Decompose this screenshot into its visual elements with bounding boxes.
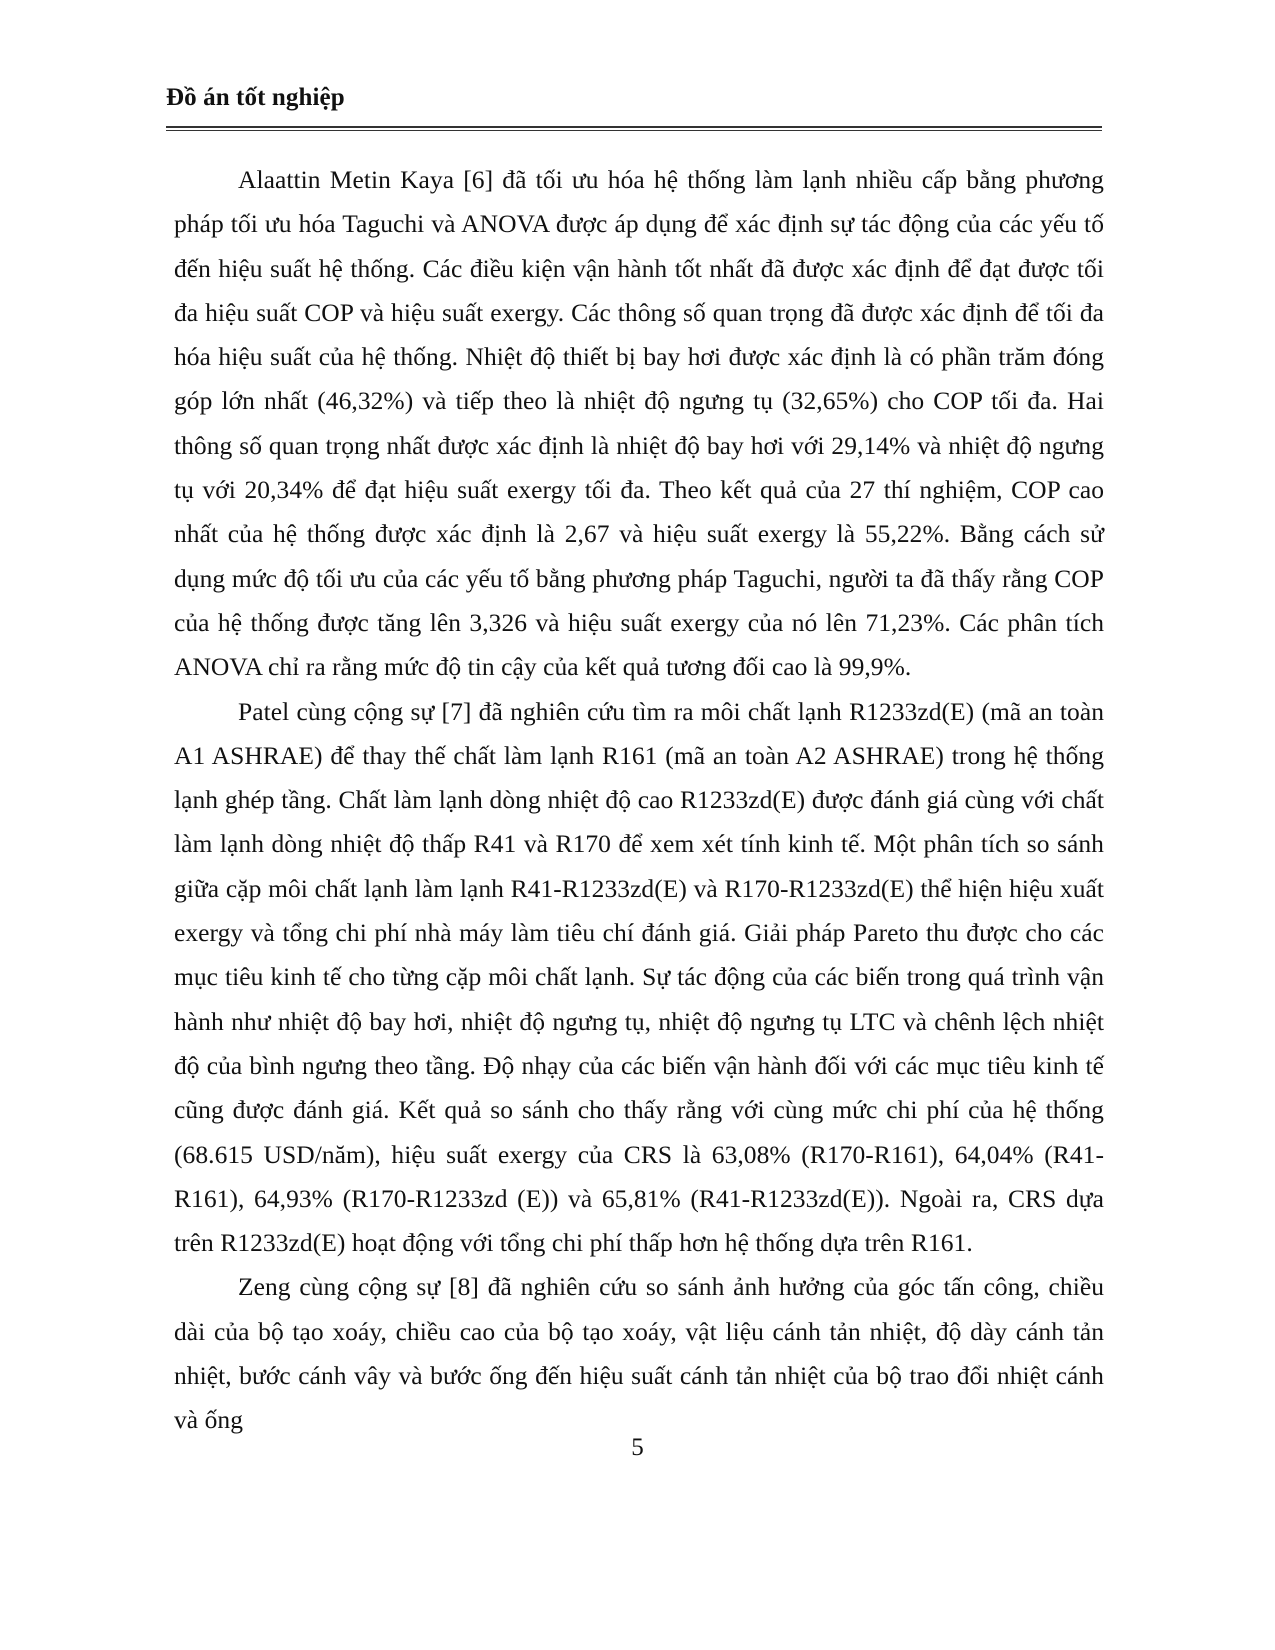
page-number: 5 (631, 1434, 644, 1461)
header-divider (166, 126, 1102, 131)
paragraph-zeng: Zeng cùng cộng sự [8] đã nghiên cứu so sánh ảnh hưởng của góc tấn công, chiều dài của bộ tạo xoáy, chiều cao của bộ tạo xoáy, vật liệu cánh tản nhiệt, độ dày cánh tản nhiệt, bước cánh vây và bước ống đến hiệu suất cánh tản nhiệt của bộ trao đổi nhiệt cánh và ống (174, 1272, 1104, 1435)
page-header-title: Đồ án tốt nghiệp (166, 84, 345, 111)
document-body (174, 158, 1104, 1443)
paragraph-kaya: Alaattin Metin Kaya [6] đã tối ưu hóa hệ thống làm lạnh nhiều cấp bằng phương pháp tối ưu hóa Taguchi và ANOVA được áp dụng để xác định sự tác động của các yếu tố đến hiệu suất hệ thống. Các điều kiện vận hành tốt nhất đã được xác định để đạt được tối đa hiệu suất COP và hiệu suất exergy. Các thông số quan trọng đã được xác định để tối đa hóa hiệu suất của hệ thống. Nhiệt độ thiết bị bay hơi được xác định là có phần trăm đóng góp lớn nhất (46,32%) và tiếp theo là nhiệt độ ngưng tụ (32,65%) cho COP tối đa. Hai thông số quan trọng nhất được xác định là nhiệt độ bay hơi với 29,14% và nhiệt độ ngưng tụ với 20,34% để đạt hiệu suất exergy tối đa. Theo kết quả của 27 thí nghiệm, COP cao nhất của hệ thống được xác định là 2,67 và hiệu suất exergy là 55,22%. Bằng cách sử dụng mức độ tối ưu của các yếu tố bằng phương pháp Taguchi, người ta đã thấy rằng COP của hệ thống được tăng lên 3,326 và hiệu suất exergy của nó lên 71,23%. Các phân tích ANOVA chỉ ra rằng mức độ tin cậy của kết quả tương đối cao là 99,9%. (174, 165, 1104, 682)
paragraph-patel: Patel cùng cộng sự [7] đã nghiên cứu tìm ra môi chất lạnh R1233zd(E) (mã an toàn A1 ASHRAE) để thay thế chất làm lạnh R161 (mã an toàn A2 ASHRAE) trong hệ thống lạnh ghép tầng. Chất làm lạnh dòng nhiệt độ cao R1233zd(E) được đánh giá cùng với chất làm lạnh dòng nhiệt độ thấp R41 và R170 để xem xét tính kinh tế. Một phân tích so sánh giữa cặp môi chất lạnh làm lạnh R41-R1233zd(E) và R170-R1233zd(E) thể hiện hiệu xuất exergy và tổng chi phí nhà máy làm tiêu chí đánh giá. Giải pháp Pareto thu được cho các mục tiêu kinh tế cho từng cặp môi chất lạnh. Sự tác động của các biến trong quá trình vận hành như nhiệt độ bay hơi, nhiệt độ ngưng tụ, nhiệt độ ngưng tụ LTC và chênh lệch nhiệt độ của bình ngưng theo tầng. Độ nhạy của các biến vận hành đối với các mục tiêu kinh tế cũng được đánh giá. Kết quả so sánh cho thấy rằng với cùng mức chi phí của hệ thống (68.615 USD/năm), hiệu suất exergy của CRS là 63,08% (R170-R161), 64,04% (R41-R161), 64,93% (R170-R1233zd (E)) và 65,81% (R41-R1233zd(E)). Ngoài ra, CRS dựa trên R1233zd(E) hoạt động với tổng chi phí thấp hơn hệ thống dựa trên R161. (174, 696, 1104, 1258)
